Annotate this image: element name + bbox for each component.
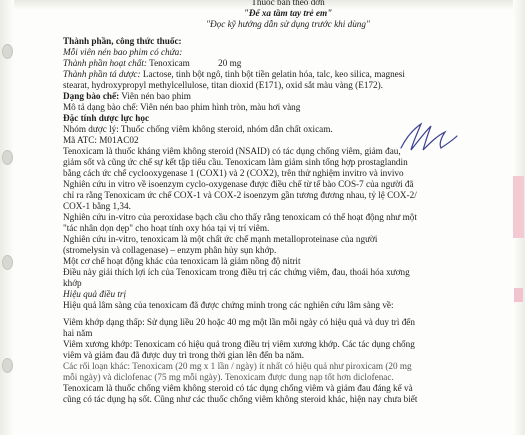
paragraph-line: Một cơ chế hoạt động khác của tenoxicam là giảm nồng độ nitrit	[63, 256, 301, 266]
excipients-label: Thành phần tá dược:	[63, 69, 141, 79]
efficacy-item-line: viêm và giảm đau đã được duy trì trong thời gian lên đến ba năm.	[63, 350, 305, 360]
paragraph-line: bằng cách ức chế cyclooxygenase 1 (COX1) và 2 (COX2), trên thử nghiệm invitro và invivo	[63, 168, 404, 178]
excipients-text-1: Lactose, tinh bột ngô, tinh bột tiền gelatin hóa, talc, keo silica, magnesi	[142, 69, 405, 79]
composition-sub: Mỗi viên nén bao phim có chứa:	[63, 47, 183, 57]
header-warning-read: "Đọc kỹ hướng dẫn sử dụng trước khi dùng"	[206, 19, 370, 29]
efficacy-closing-line: cũng có tác dụng hạ sốt. Cũng như các thuốc chống viêm không steroid khác, hiện nay chưa biết	[63, 394, 418, 404]
prescription-note: Thuốc bán theo đơn	[251, 0, 325, 7]
efficacy-closing-line: Tenoxicam là thuốc chống viêm không steroid có tác dụng chống viêm và giảm đau đáng kể và	[63, 383, 413, 393]
paragraph-line: COX-1 bằng 1,34.	[63, 201, 131, 211]
binder-hole	[2, 44, 13, 59]
paragraph-line: Điều này giải thích lợi ích của Tenoxicam trong điều trị các chứng viêm, đau, thoái hóa xương	[63, 267, 410, 277]
paragraph-line: Tenoxicam là thuốc kháng viêm không steroid (NSAID) có tác dụng chống viêm, giảm đau,	[63, 146, 401, 156]
paragraph-line: Nghiên cứu in-vitro của peroxidase bạch cầu cho thấy rằng tenoxicam có thể hoạt động như một	[63, 212, 417, 222]
efficacy-intro: Hiệu quả lâm sàng của tenoxicam đã được chứng minh trong các nghiên cứu lâm sàng về:	[63, 300, 394, 310]
dosage-form-line	[63, 91, 513, 102]
paragraph-line: giảm sốt và cũng ức chế sự kết tập tiểu cầu. Tenoxicam làm giảm sinh tổng hợp prostaglandin	[63, 157, 408, 167]
header-warning-children: "Để xa tầm tay trẻ em"	[243, 8, 333, 18]
paragraph-line: Nghiên cứu in-vitro, tenoxicam là một chất ức chế mạnh metalloproteinase của người	[63, 234, 378, 244]
active-name: Tenoxicam	[149, 58, 190, 68]
paragraph-line: chỉ ra rằng Tenoxicam ức chế COX-1 và COX-2 isoenzym gần tương đương nhau, tỷ lệ COX-2/	[63, 190, 417, 200]
active-label: Thành phần hoạt chất:	[63, 58, 147, 68]
pharmacologic-group: Nhóm dược lý: Thuốc chống viêm không steroid, nhóm dẫn chất oxicam.	[63, 124, 333, 134]
dosage-form-heading: Dạng bào chế:	[63, 91, 120, 101]
binder-hole	[2, 150, 13, 165]
binder-hole	[2, 358, 13, 373]
composition-heading: Thành phần, công thức thuốc:	[63, 36, 182, 46]
dosage-form-description: Mô tả dạng bào chế: Viên nén bao phim hình tròn, màu hơi vàng	[63, 102, 301, 112]
binder-hole	[2, 255, 13, 270]
dosage-form-value: Viên nén bao phim	[121, 91, 191, 101]
paragraph-line: khớp	[63, 278, 82, 288]
active-dose: 20 mg	[218, 58, 242, 68]
atc-code: Mã ATC: M01AC02	[63, 135, 139, 145]
efficacy-item-line: Viêm khớp dạng thấp: Sử dụng liều 20 hoặc 40 mg một lần mỗi ngày có hiệu quả và duy trì đến	[63, 317, 415, 327]
paragraph-line: Nghiên cứu in vitro về isoenzym cyclo-oxygenase được điều chế từ tế bào COS-7 của người đã	[63, 179, 414, 189]
paragraph-line: (stromelysin và collagenase) – enzym phân hủy sụn khớp.	[63, 245, 277, 255]
pharmacodynamics-heading: Đặc tính dược lực học	[63, 113, 150, 123]
efficacy-heading: Hiệu quả điều trị	[63, 289, 127, 299]
efficacy-item-line: hai năm	[63, 328, 93, 338]
efficacy-item-line: Viêm xương khớp: Tenoxicam có hiệu quả trong điều trị viêm xương khớp. Các tác dụng chống	[63, 339, 415, 349]
document-body	[63, 0, 513, 405]
active-ingredient-line	[63, 58, 513, 69]
efficacy-item-line: Các rối loạn khác: Tenoxicam (20 mg x 1 lần / ngày) ít nhất có hiệu quả như piroxicam (20 mg	[63, 361, 412, 371]
excipients-line-1	[63, 69, 513, 80]
red-stamp-fragment	[514, 288, 523, 302]
excipients-line-2: stearat, hydroxypropyl methylcellulose, titan dioxid (E171), oxid sắt màu vàng (E172).	[63, 80, 383, 90]
efficacy-item-line: mỗi ngày) và diclofenac (75 mg mỗi ngày). Tenoxicam được dung nạp tốt hơn diclofenac.	[63, 372, 394, 382]
paragraph-line: "tác nhân dọn dẹp" cho hoạt tính oxy hóa tại vị trí viêm.	[63, 223, 270, 233]
red-stamp-text	[513, 176, 524, 238]
